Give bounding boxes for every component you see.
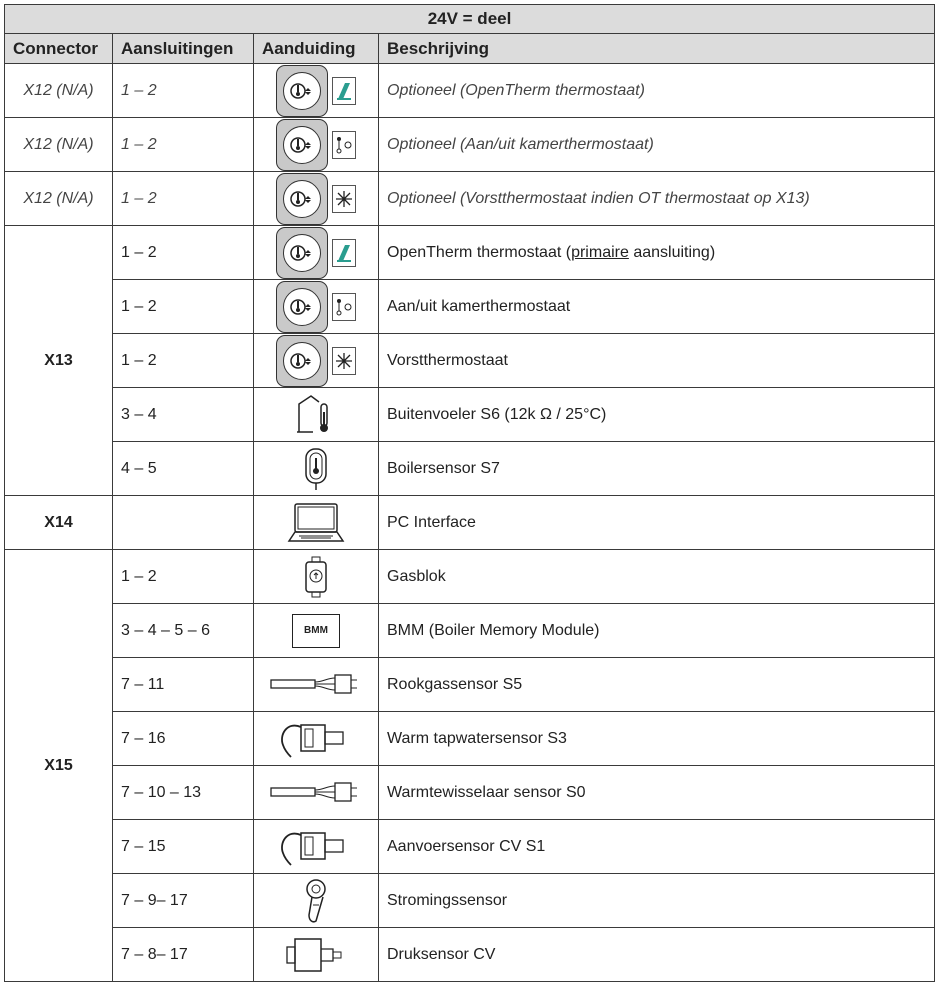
description-cell: BMM (Boiler Memory Module) (379, 604, 935, 658)
icon-cell (254, 550, 379, 604)
table-row (5, 496, 935, 550)
onoff-thermostat-icon (276, 281, 356, 333)
pins-cell: 1 – 2 (113, 172, 254, 226)
bmm-icon: BMM (292, 614, 340, 648)
pins-cell: 7 – 15 (113, 820, 254, 874)
connector-cell: X12 (N/A) (5, 172, 113, 226)
pins-cell: 1 – 2 (113, 64, 254, 118)
table-row (5, 874, 935, 928)
description-cell: Optioneel (Vorstthermostaat indien OT thermostaat op X13) (379, 172, 935, 226)
description-cell: Rookgassensor S5 (379, 658, 935, 712)
laptop-icon (285, 501, 347, 545)
description-cell: Buitenvoeler S6 (12k Ω / 25°C) (379, 388, 935, 442)
description-cell: Stromingssensor (379, 874, 935, 928)
pins-cell: 4 – 5 (113, 442, 254, 496)
pins-cell: 1 – 2 (113, 280, 254, 334)
description-cell: Warm tapwatersensor S3 (379, 712, 935, 766)
pins-cell: 3 – 4 (113, 388, 254, 442)
pins-cell: 7 – 16 (113, 712, 254, 766)
icon-cell (254, 172, 379, 226)
clip-sensor-icon (275, 717, 357, 761)
clip-sensor-icon (275, 825, 357, 869)
table-row (5, 550, 935, 604)
description-cell: Druksensor CV (379, 928, 935, 982)
opentherm-thermostat-icon (276, 65, 356, 117)
description-cell: Vorstthermostaat (379, 334, 935, 388)
icon-cell (254, 226, 379, 280)
flow-sensor-icon (299, 877, 333, 925)
pins-cell: 1 – 2 (113, 118, 254, 172)
icon-cell (254, 64, 379, 118)
pins-cell: 7 – 11 (113, 658, 254, 712)
icon-cell (254, 280, 379, 334)
pins-cell: 1 – 2 (113, 550, 254, 604)
description-cell: Optioneel (OpenTherm thermostaat) (379, 64, 935, 118)
description-cell: Warmtewisselaar sensor S0 (379, 766, 935, 820)
description-cell: OpenTherm thermostaat (primaire aansluiting) (379, 226, 935, 280)
icon-cell (254, 334, 379, 388)
table-row (5, 604, 935, 658)
icon-cell (254, 442, 379, 496)
boiler-sensor-icon (301, 446, 331, 492)
table-row (5, 928, 935, 982)
description-cell: Optioneel (Aan/uit kamerthermostaat) (379, 118, 935, 172)
table-title: 24V = deel (5, 5, 935, 34)
icon-cell (254, 496, 379, 550)
header-icon: Aanduiding (254, 34, 379, 64)
icon-cell (254, 604, 379, 658)
icon-cell (254, 712, 379, 766)
pins-cell: 1 – 2 (113, 226, 254, 280)
table-row (5, 766, 935, 820)
connector-cell: X13 (5, 226, 113, 496)
table-row (5, 280, 935, 334)
gas-valve-icon (299, 554, 333, 600)
pins-cell: 7 – 9– 17 (113, 874, 254, 928)
description-cell: PC Interface (379, 496, 935, 550)
table-row (5, 442, 935, 496)
table-row (5, 226, 935, 280)
table-row (5, 118, 935, 172)
outdoor-sensor-icon (291, 392, 341, 438)
table-row (5, 658, 935, 712)
icon-cell (254, 820, 379, 874)
table-row (5, 64, 935, 118)
pins-cell (113, 496, 254, 550)
description-cell: Aan/uit kamerthermostaat (379, 280, 935, 334)
pins-cell: 7 – 8– 17 (113, 928, 254, 982)
pins-cell: 3 – 4 – 5 – 6 (113, 604, 254, 658)
wire-sensor-icon (269, 670, 363, 700)
header-row (5, 34, 935, 64)
connector-cell: X15 (5, 550, 113, 982)
table-row (5, 388, 935, 442)
connector-cell: X12 (N/A) (5, 118, 113, 172)
connector-cell: X12 (N/A) (5, 64, 113, 118)
description-cell: Gasblok (379, 550, 935, 604)
icon-cell (254, 118, 379, 172)
icon-cell (254, 874, 379, 928)
header-connector: Connector (5, 34, 113, 64)
header-pins: Aansluitingen (113, 34, 254, 64)
icon-cell (254, 658, 379, 712)
pressure-sensor-icon (281, 933, 351, 977)
table-row (5, 712, 935, 766)
header-description: Beschrijving (379, 34, 935, 64)
pins-cell: 7 – 10 – 13 (113, 766, 254, 820)
table-row (5, 334, 935, 388)
table-row (5, 820, 935, 874)
wire-sensor-icon (269, 778, 363, 808)
connector-cell: X14 (5, 496, 113, 550)
icon-cell (254, 928, 379, 982)
pins-cell: 1 – 2 (113, 334, 254, 388)
table-row (5, 172, 935, 226)
icon-cell (254, 766, 379, 820)
connector-table (4, 4, 935, 982)
opentherm-thermostat-icon (276, 227, 356, 279)
frost-thermostat-icon (276, 335, 356, 387)
description-cell: Aanvoersensor CV S1 (379, 820, 935, 874)
icon-cell (254, 388, 379, 442)
description-cell: Boilersensor S7 (379, 442, 935, 496)
frost-thermostat-icon (276, 173, 356, 225)
onoff-thermostat-icon (276, 119, 356, 171)
